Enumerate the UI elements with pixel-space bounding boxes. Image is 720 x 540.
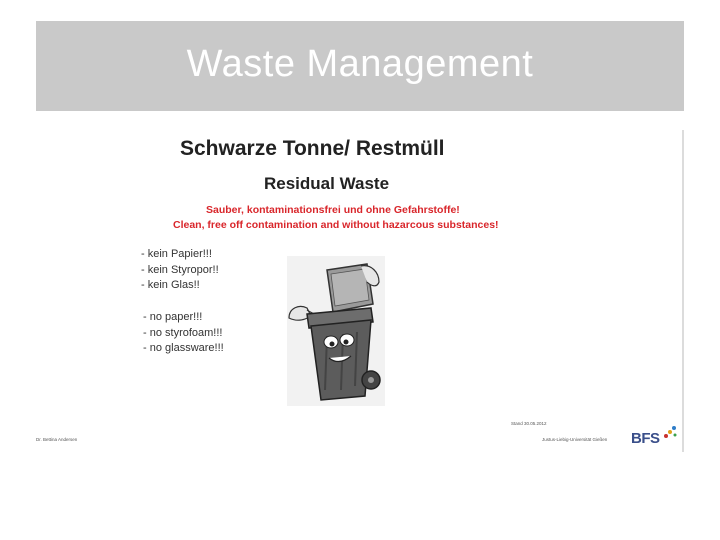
- cartoon-trash-bin-icon: [287, 256, 385, 406]
- poster-title-english: Residual Waste: [264, 174, 390, 193]
- title-bar: [36, 21, 684, 111]
- list-item: - no glassware!!!: [143, 342, 224, 354]
- warning-german: Sauber, kontaminationsfrei und ohne Gefahrstoffe!: [206, 204, 460, 216]
- poster-title-german: Schwarze Tonne/ Restmüll: [180, 137, 445, 160]
- list-item: - no styrofoam!!!: [143, 326, 223, 339]
- list-item: - no paper!!!: [143, 311, 203, 323]
- poster-date: Stand 30.05.2012: [511, 421, 547, 426]
- list-item: - kein Papier!!!: [141, 248, 212, 260]
- list-item: - kein Glas!!: [141, 279, 200, 291]
- logo-dots-icon: [662, 424, 678, 440]
- university-credit: Justus-Liebig-Universität Gießen: [542, 437, 608, 442]
- rules-list-english: [143, 310, 224, 357]
- poster-edge: [682, 130, 684, 452]
- bfs-logo: BFS: [631, 430, 660, 447]
- warning-english: Clean, free off contamination and without hazarcous substances!: [173, 219, 499, 231]
- author-credit: Dr. Bettina Andersen: [36, 437, 78, 442]
- slide-title: Waste Management: [186, 43, 534, 85]
- list-item: - kein Styropor!!: [141, 263, 219, 276]
- rules-list-german: [141, 247, 219, 294]
